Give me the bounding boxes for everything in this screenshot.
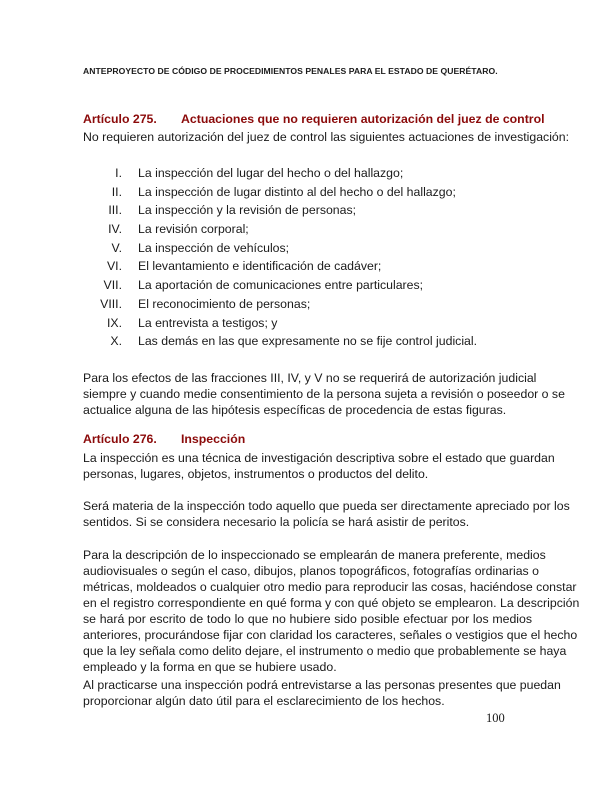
list-numeral: V.	[111, 240, 122, 255]
text-line: anteriores, procurándose fijar con claridad los caracteres, señales o vestigios que el hecho	[83, 628, 578, 642]
text-line: audiovisuales o según el caso, dibujos, planos topográficos, fotografías ordinarias o	[83, 564, 539, 578]
list-item	[83, 184, 532, 203]
list-numeral: II.	[111, 184, 122, 199]
list-item	[83, 296, 532, 315]
text-line: Será materia de la inspección todo aquello que pueda ser directamente apreciado por los	[83, 499, 570, 513]
list-item	[83, 240, 532, 259]
text-line: actualice alguna de las hipótesis específicas de procedencia de estas figuras.	[83, 403, 507, 417]
paragraph	[83, 450, 555, 482]
text-line: Al practicarse una inspección podrá entrevistarse a las personas presentes que puedan	[83, 678, 561, 692]
text-line: siempre y cuando medie consentimiento de la persona sujeta a revisión o poseedor o se	[83, 387, 565, 401]
list-numeral: IX.	[106, 315, 122, 330]
article-275-closing	[83, 370, 565, 418]
article-number: Artículo 275.	[83, 112, 157, 126]
text-line: sentidos. Si se considera necesario la policía se hará asistir de peritos.	[83, 515, 470, 529]
article-276-heading	[83, 431, 532, 447]
text-line: que la ley señala como delito dejare, el instrumento o medio que probablemente se haya	[83, 644, 567, 658]
paragraph	[83, 498, 570, 530]
list-text: La inspección de lugar distinto al del hecho o del hallazgo;	[138, 184, 456, 199]
page-number: 100	[486, 711, 505, 725]
article-title: Inspección	[181, 432, 246, 446]
list-text: Las demás en las que expresamente no se fije control judicial.	[138, 334, 478, 349]
list-numeral: VIII.	[100, 296, 122, 311]
text-line: proporcionar algún dato útil para el esclarecimiento de los hechos.	[83, 694, 445, 708]
list-item	[83, 333, 532, 352]
list-numeral: X.	[110, 334, 122, 349]
article-275-heading	[83, 111, 545, 127]
actions-list	[83, 165, 532, 352]
list-item	[83, 258, 532, 277]
article-title: Actuaciones que no requieren autorización del juez de control	[181, 112, 545, 126]
text-line: Para la descripción de lo inspeccionado se emplearán de manera preferente, medios	[83, 548, 546, 562]
list-text: La revisión corporal;	[138, 222, 249, 237]
list-numeral: VII.	[103, 278, 122, 293]
list-text: El reconocimiento de personas;	[138, 296, 311, 311]
text-line: personas, lugares, objetos, instrumentos o productos del delito.	[83, 467, 429, 481]
text-line: en el registro correspondiente en qué forma y con qué objeto se emplearon. La descripción	[83, 596, 580, 610]
text-line: Para los efectos de las fracciones III, IV, y V no se requerirá de autorización judicial	[83, 371, 537, 385]
list-item	[83, 315, 532, 334]
running-header: ANTEPROYECTO DE CÓDIGO DE PROCEDIMIENTOS PENALES PARA EL ESTADO DE QUERÉTARO.	[83, 66, 498, 76]
article-275-intro: No requieren autorización del juez de control las siguientes actuaciones de investigación:	[83, 130, 570, 144]
text-line: se hará por escrito de todo lo que no hubiere sido posible efectuar por los medios	[83, 612, 532, 626]
list-text: La inspección y la revisión de personas;	[138, 203, 357, 218]
list-text: La entrevista a testigos; y	[138, 315, 278, 330]
list-text: La aportación de comunicaciones entre particulares;	[138, 278, 424, 293]
list-text: La inspección del lugar del hecho o del hallazgo;	[138, 166, 404, 180]
paragraph	[83, 547, 580, 675]
text-line: La inspección es una técnica de investigación descriptiva sobre el estado que guardan	[83, 451, 555, 465]
list-text: El levantamiento e identificación de cadáver;	[138, 259, 382, 274]
list-numeral: III.	[108, 203, 122, 218]
list-item	[83, 221, 532, 240]
text-line: empleado y la forma en que se hubiere usado.	[83, 660, 337, 674]
paragraph	[83, 677, 561, 709]
list-item	[83, 202, 532, 221]
text-line: métricas, moldeados o cualquier otro medio para reproducir las cosas, haciéndose constar	[83, 580, 577, 594]
list-item	[83, 165, 532, 184]
list-item	[83, 277, 532, 296]
list-numeral: IV.	[108, 222, 122, 237]
article-number: Artículo 276.	[83, 432, 157, 446]
list-text: La inspección de vehículos;	[138, 240, 290, 255]
list-numeral: VI.	[106, 259, 122, 274]
list-numeral: I.	[115, 166, 122, 180]
